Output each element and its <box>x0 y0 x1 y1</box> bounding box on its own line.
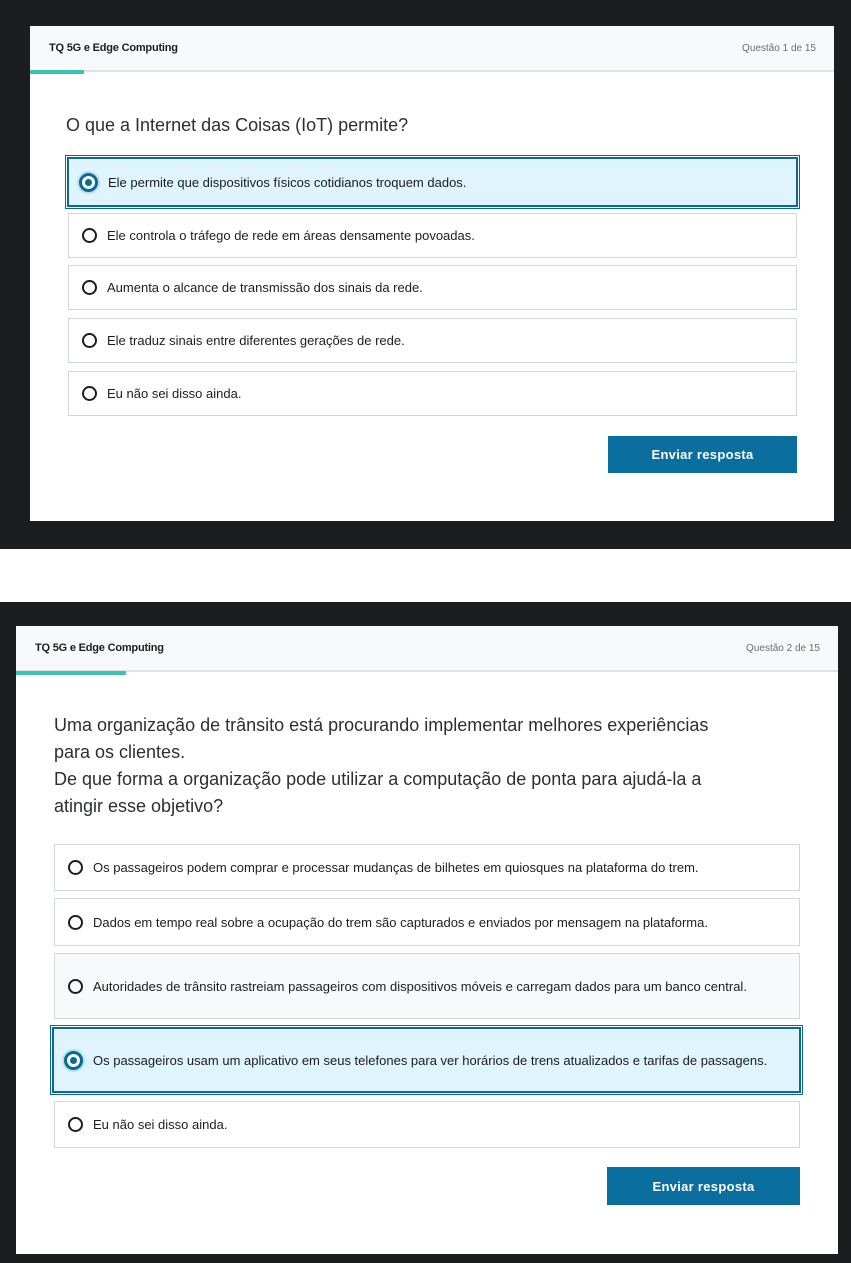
submit-answer-button[interactable]: Enviar resposta <box>607 1167 800 1205</box>
answer-option-label: Os passageiros podem comprar e processar mudanças de bilhetes em quiosques na plataforma do trem. <box>93 860 699 875</box>
answer-option-5[interactable] <box>54 1101 800 1148</box>
answer-option-2[interactable] <box>54 898 800 946</box>
quiz-screenshot-2 <box>0 602 851 1263</box>
answer-option-1[interactable] <box>54 844 800 891</box>
answer-option-label: Autoridades de trânsito rastreiam passageiros com dispositivos móveis e carregam dados para um banco central. <box>93 978 747 994</box>
quiz-card <box>30 26 834 521</box>
answer-option-4[interactable] <box>68 318 797 363</box>
course-title: TQ 5G e Edge Computing <box>49 42 178 54</box>
radio-icon[interactable] <box>68 1117 83 1132</box>
question-line: Uma organização de trânsito está procurando implementar melhores experiências <box>54 715 709 735</box>
course-title: TQ 5G e Edge Computing <box>35 642 164 654</box>
answer-option-label: Os passageiros usam um aplicativo em seus telefones para ver horários de trens atualizados e tarifas de passagens. <box>93 1052 768 1068</box>
answer-option-label: Ele controla o tráfego de rede em áreas densamente povoadas. <box>107 228 475 243</box>
radio-selected-icon[interactable] <box>79 173 98 192</box>
answer-option-1[interactable] <box>67 157 798 207</box>
answer-option-label: Eu não sei disso ainda. <box>107 386 242 401</box>
answer-option-label: Aumenta o alcance de transmissão dos sinais da rede. <box>107 280 423 295</box>
radio-icon[interactable] <box>82 386 97 401</box>
question-counter: Questão 1 de 15 <box>742 43 816 54</box>
quiz-header <box>16 626 838 672</box>
answer-option-label: Ele permite que dispositivos físicos cotidianos troquem dados. <box>108 174 467 190</box>
radio-icon[interactable] <box>82 333 97 348</box>
answer-option-2[interactable] <box>68 213 797 258</box>
quiz-card <box>16 626 838 1254</box>
answer-option-label: Dados em tempo real sobre a ocupação do trem são capturados e enviados por mensagem na plataforma. <box>93 914 708 930</box>
question-counter: Questão 2 de 15 <box>746 643 820 654</box>
answer-option-5[interactable] <box>68 371 797 416</box>
answer-option-3[interactable] <box>54 953 800 1019</box>
answer-option-label: Ele traduz sinais entre diferentes gerações de rede. <box>107 333 405 348</box>
submit-answer-button[interactable]: Enviar resposta <box>608 436 797 473</box>
progress-bar <box>16 671 126 675</box>
radio-selected-icon[interactable] <box>64 1051 83 1070</box>
radio-icon[interactable] <box>82 280 97 295</box>
question-text: O que a Internet das Coisas (IoT) permite? <box>66 115 409 135</box>
quiz-screenshot-1 <box>0 0 851 549</box>
radio-icon[interactable] <box>68 979 83 994</box>
radio-icon[interactable] <box>68 860 83 875</box>
answer-option-3[interactable] <box>68 265 797 310</box>
radio-icon[interactable] <box>82 228 97 243</box>
question-line: para os clientes. <box>54 742 186 762</box>
question-line: atingir esse objetivo? <box>54 796 224 816</box>
progress-bar <box>30 70 84 74</box>
quiz-header <box>30 26 834 72</box>
answer-option-label: Eu não sei disso ainda. <box>93 1117 228 1132</box>
radio-icon[interactable] <box>68 915 83 930</box>
question-text <box>54 712 814 820</box>
question-line: De que forma a organização pode utilizar a computação de ponta para ajudá-la a <box>54 769 702 789</box>
answer-option-4[interactable] <box>52 1027 801 1093</box>
